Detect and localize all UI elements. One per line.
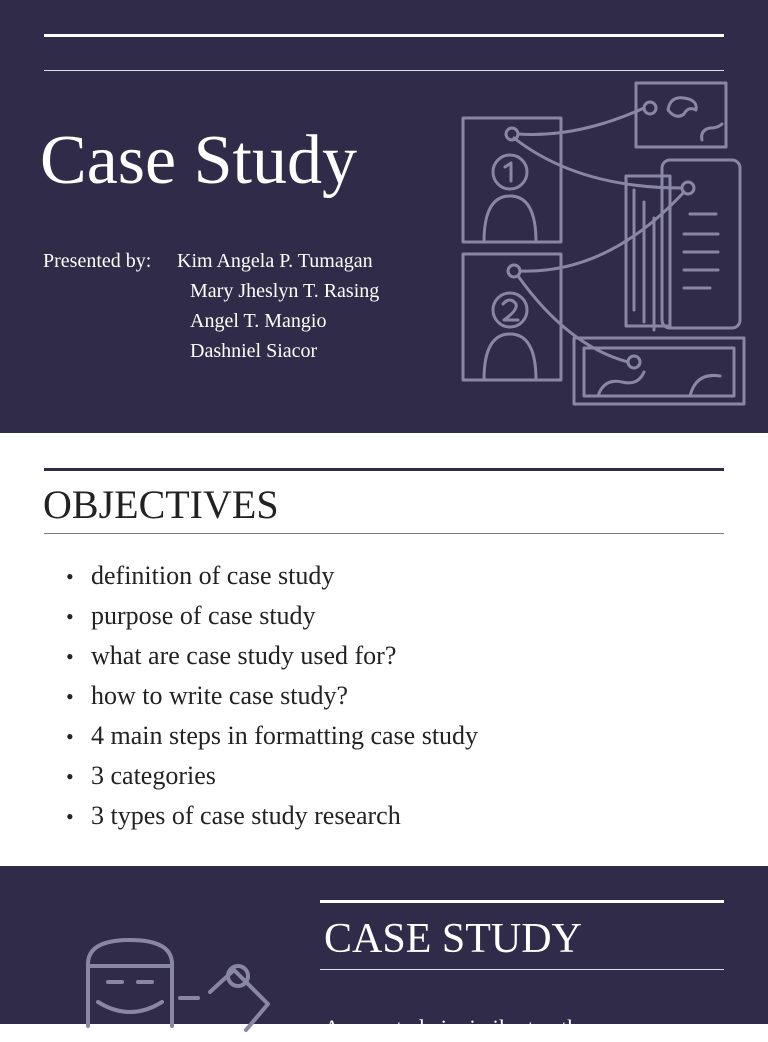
case-study-heading: CASE STUDY xyxy=(324,916,582,962)
objectives-slide xyxy=(0,433,768,866)
list-item: • 3 types of case study research xyxy=(66,796,478,836)
top-rule xyxy=(44,34,724,37)
objectives-list xyxy=(66,556,478,836)
presenter-name: Mary Jheslyn T. Rasing xyxy=(190,280,380,302)
list-item: • 3 categories xyxy=(66,756,478,796)
list-item: • what are case study used for? xyxy=(66,636,478,676)
presenter-name: Kim Angela P. Tumagan xyxy=(177,250,373,272)
title-slide xyxy=(0,0,768,433)
bullet-icon: • xyxy=(66,804,74,829)
bullet-icon: • xyxy=(66,644,74,669)
bullet-icon: • xyxy=(66,724,74,749)
bullet-icon: • xyxy=(66,684,74,709)
heading-underline xyxy=(44,533,724,534)
list-item: • 4 main steps in formatting case study xyxy=(66,716,478,756)
presenter-name: Angel T. Mangio xyxy=(190,310,327,332)
top-rule xyxy=(44,468,724,471)
second-rule xyxy=(44,70,724,71)
body-text: A case study is similar to other xyxy=(324,1015,596,1040)
list-item: • how to write case study? xyxy=(66,676,478,716)
bullet-icon: • xyxy=(66,764,74,789)
slide-title: Case Study xyxy=(40,122,357,199)
objectives-heading: OBJECTIVES xyxy=(43,482,279,527)
case-study-slide xyxy=(0,866,768,1040)
presenter-name: Dashniel Siacor xyxy=(190,340,318,362)
bullet-icon: • xyxy=(66,564,74,589)
list-item: • definition of case study xyxy=(66,556,478,596)
bullet-icon: • xyxy=(66,604,74,629)
heading-underline xyxy=(320,969,724,970)
top-rule xyxy=(320,900,724,903)
list-item: • purpose of case study xyxy=(66,596,478,636)
presenter-list xyxy=(177,246,379,366)
case-study-files-icon xyxy=(458,78,750,410)
presented-by-label: Presented by: xyxy=(43,250,152,272)
researcher-magnifier-icon xyxy=(70,936,270,1026)
